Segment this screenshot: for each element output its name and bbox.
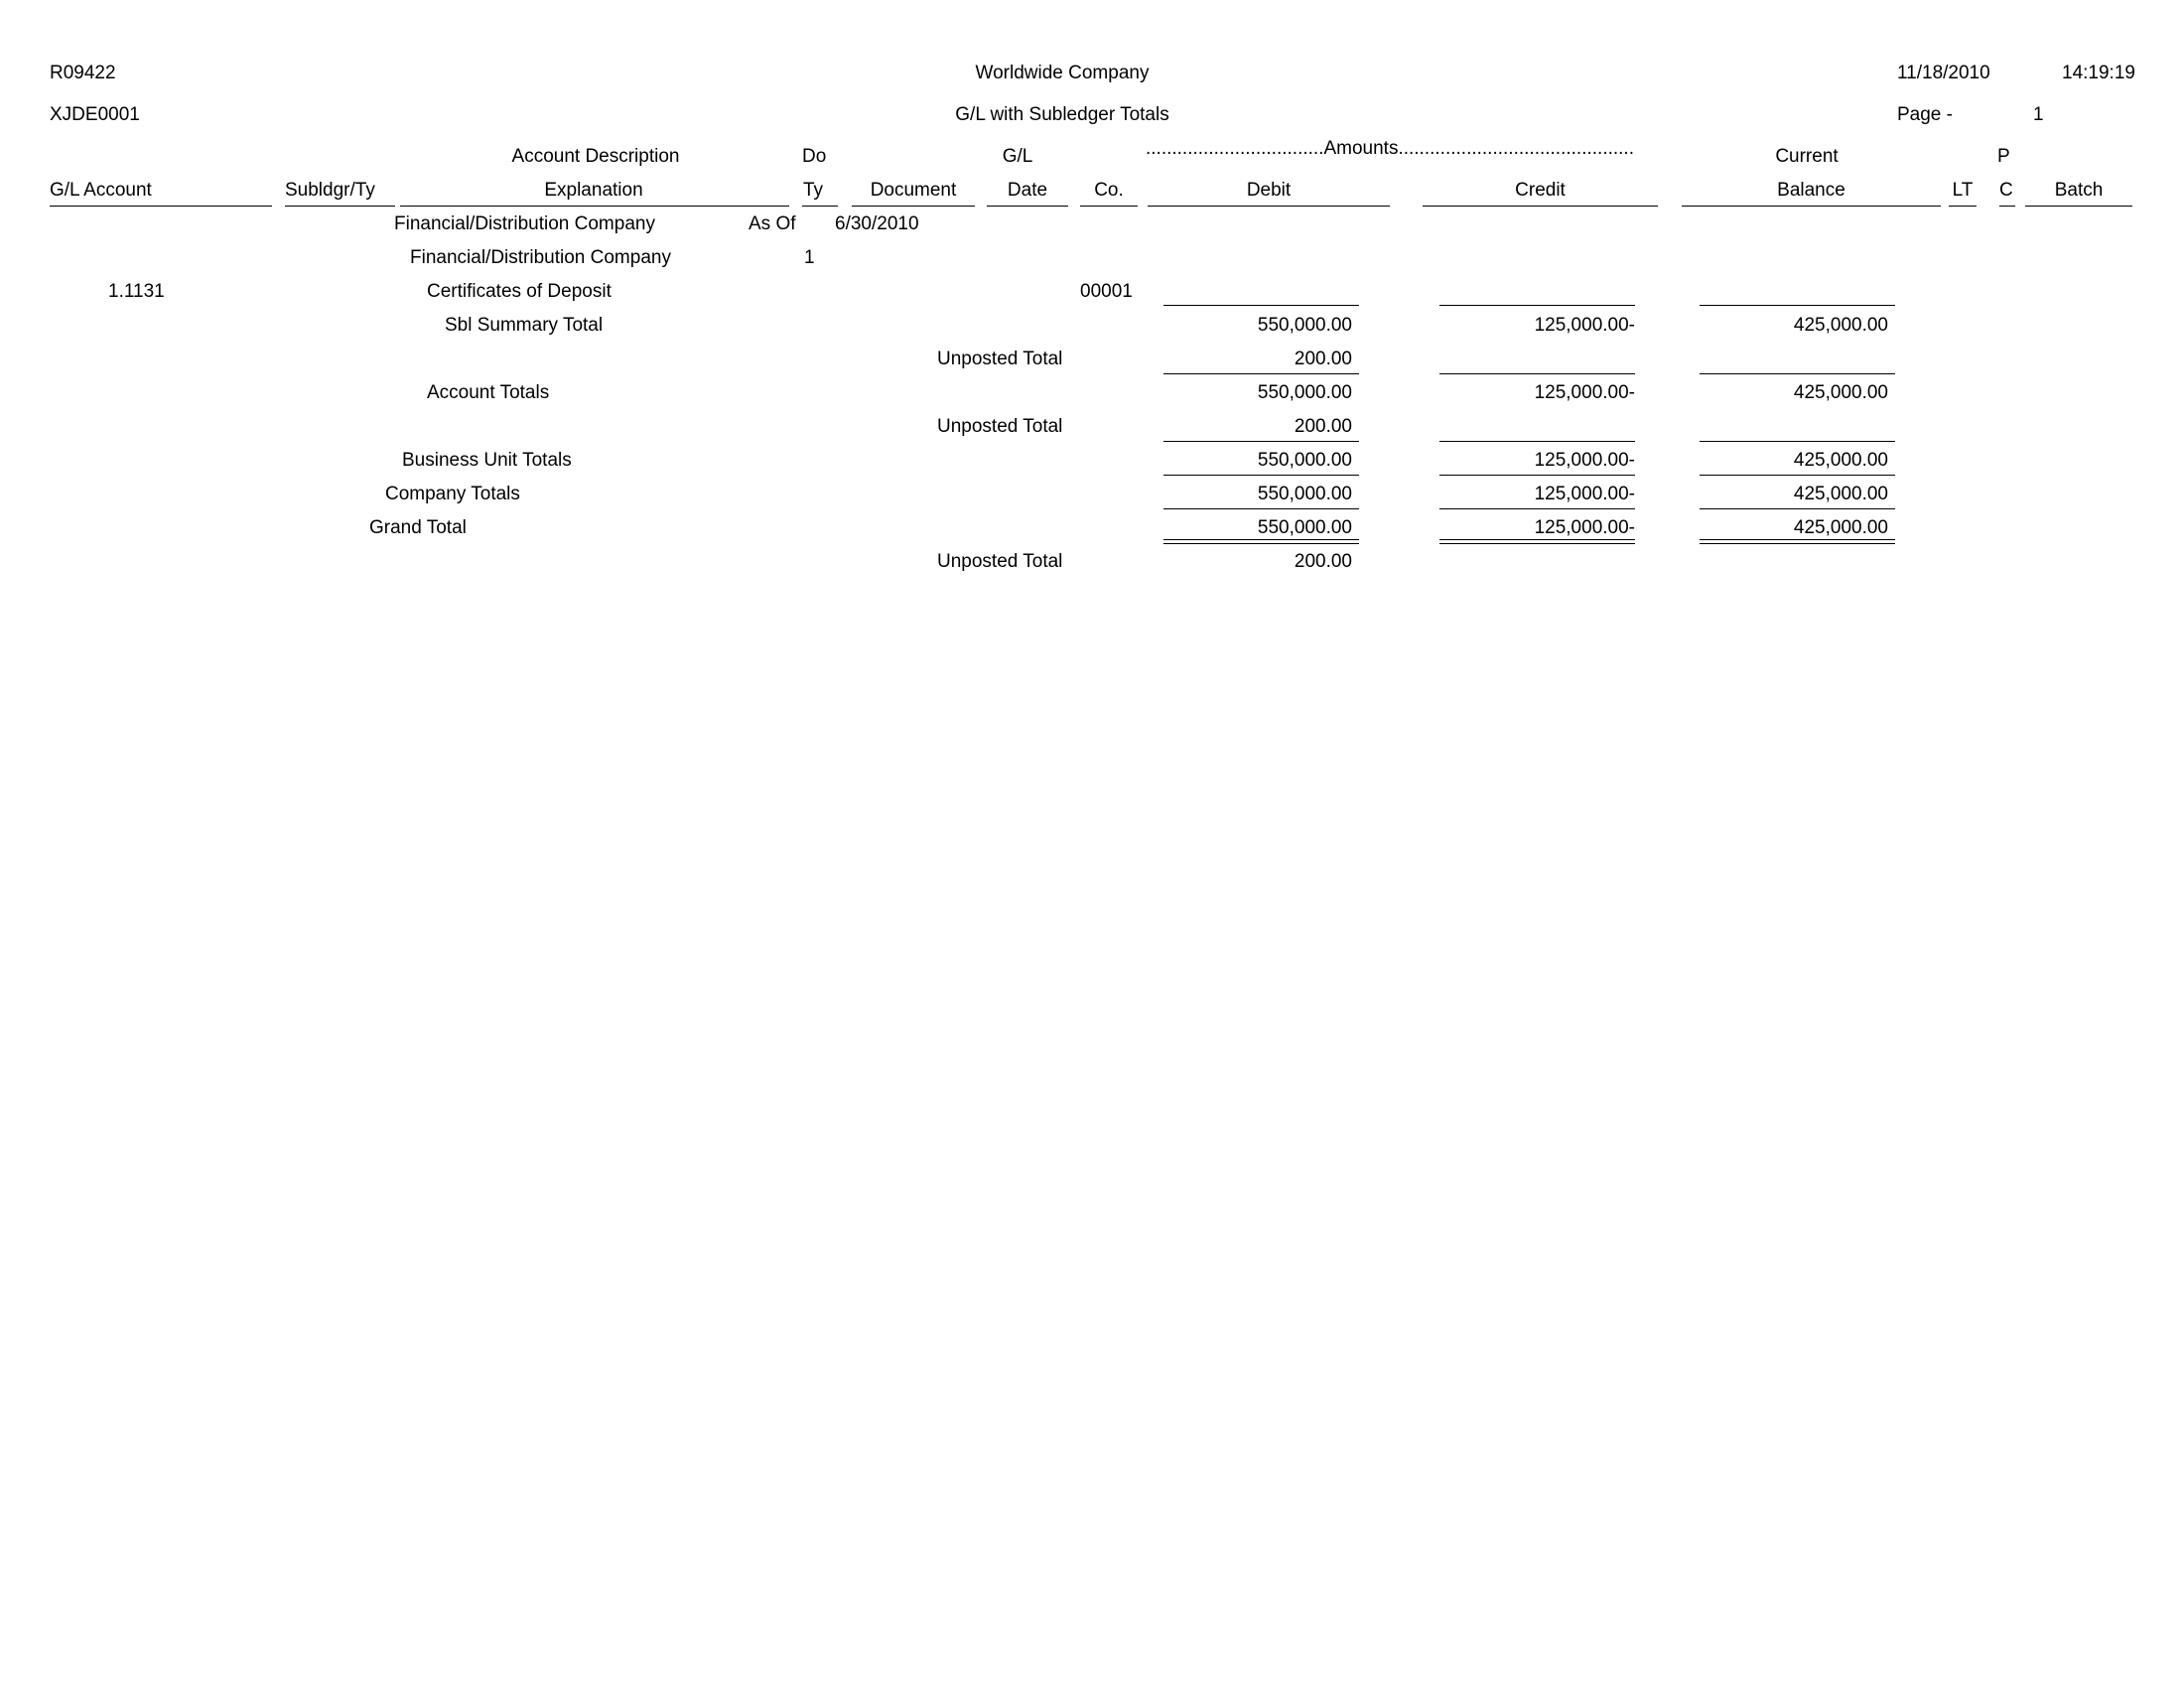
company-totals-balance: 425,000.00 bbox=[1793, 484, 1888, 504]
total-rule bbox=[1439, 373, 1635, 374]
unposted-total-label: Unposted Total bbox=[937, 416, 1063, 437]
grand-total-double-rule bbox=[1439, 539, 1635, 544]
col-lt: LT bbox=[1952, 180, 1974, 201]
col-ty: Ty bbox=[803, 180, 824, 201]
business-unit-number: 1 bbox=[804, 247, 815, 268]
account-name: Certificates of Deposit bbox=[427, 281, 612, 302]
header-rule bbox=[1682, 206, 1941, 207]
business-unit-totals-debit: 550,000.00 bbox=[1257, 450, 1352, 471]
header-rule bbox=[852, 206, 975, 207]
grand-total-debit: 550,000.00 bbox=[1257, 517, 1352, 538]
col-current: Current bbox=[1775, 146, 1839, 167]
total-rule bbox=[1700, 373, 1895, 374]
col-balance: Balance bbox=[1777, 180, 1845, 201]
business-unit-totals-label: Business Unit Totals bbox=[402, 450, 572, 471]
total-rule bbox=[1439, 305, 1635, 306]
environment-id: XJDE0001 bbox=[50, 104, 140, 125]
grand-total-balance: 425,000.00 bbox=[1793, 517, 1888, 538]
company-totals-label: Company Totals bbox=[385, 484, 520, 504]
total-rule bbox=[1163, 373, 1359, 374]
sbl-summary-balance: 425,000.00 bbox=[1793, 315, 1888, 336]
header-rule bbox=[987, 206, 1068, 207]
total-rule bbox=[1439, 475, 1635, 476]
sbl-summary-credit: 125,000.00- bbox=[1534, 315, 1635, 336]
company-code: 00001 bbox=[1080, 281, 1133, 302]
col-amounts: ..................................Amounts............................................. bbox=[1145, 138, 1634, 159]
business-unit-name: Financial/Distribution Company bbox=[410, 247, 671, 268]
col-explanation: Explanation bbox=[544, 180, 643, 201]
col-account-description: Account Description bbox=[511, 146, 680, 167]
total-rule bbox=[1163, 508, 1359, 509]
col-gl-account: G/L Account bbox=[50, 180, 152, 201]
account-number: 1.1131 bbox=[108, 281, 165, 302]
total-rule bbox=[1163, 441, 1359, 442]
total-rule bbox=[1163, 305, 1359, 306]
account-totals-balance: 425,000.00 bbox=[1793, 382, 1888, 403]
unposted-total-debit: 200.00 bbox=[1294, 551, 1352, 572]
total-rule bbox=[1700, 441, 1895, 442]
col-c: C bbox=[1999, 180, 2013, 201]
unposted-total-debit: 200.00 bbox=[1294, 416, 1352, 437]
total-rule bbox=[1700, 508, 1895, 509]
total-rule bbox=[1700, 305, 1895, 306]
company-name: Worldwide Company bbox=[975, 63, 1150, 83]
header-rule bbox=[285, 206, 395, 207]
total-rule bbox=[1163, 475, 1359, 476]
col-credit: Credit bbox=[1515, 180, 1566, 201]
col-date: Date bbox=[1007, 180, 1048, 201]
col-debit: Debit bbox=[1246, 180, 1292, 201]
as-of-label: As Of bbox=[749, 213, 796, 234]
header-rule bbox=[1148, 206, 1390, 207]
unposted-total-label: Unposted Total bbox=[937, 551, 1063, 572]
header-rule bbox=[1999, 206, 2015, 207]
sbl-summary-debit: 550,000.00 bbox=[1257, 315, 1352, 336]
header-rule bbox=[1423, 206, 1658, 207]
header-rule bbox=[400, 206, 789, 207]
as-of-date: 6/30/2010 bbox=[835, 213, 919, 234]
report-date: 11/18/2010 bbox=[1897, 63, 1990, 83]
report-title: G/L with Subledger Totals bbox=[955, 104, 1169, 125]
col-document: Document bbox=[870, 180, 957, 201]
total-rule bbox=[1439, 441, 1635, 442]
unposted-total-debit: 200.00 bbox=[1294, 349, 1352, 369]
col-do: Do bbox=[802, 146, 827, 167]
header-rule bbox=[1080, 206, 1138, 207]
header-rule bbox=[2025, 206, 2132, 207]
grand-total-label: Grand Total bbox=[369, 517, 467, 538]
col-gl: G/L bbox=[1002, 146, 1033, 167]
total-rule bbox=[1700, 475, 1895, 476]
grand-total-credit: 125,000.00- bbox=[1534, 517, 1635, 538]
page-number: 1 bbox=[2033, 104, 2044, 125]
account-totals-debit: 550,000.00 bbox=[1257, 382, 1352, 403]
col-p: P bbox=[1997, 146, 2010, 167]
account-totals-label: Account Totals bbox=[427, 382, 550, 403]
page-label: Page - bbox=[1897, 104, 1953, 125]
grand-total-double-rule bbox=[1700, 539, 1895, 544]
unposted-total-label: Unposted Total bbox=[937, 349, 1063, 369]
report-id: R09422 bbox=[50, 63, 116, 83]
total-rule bbox=[1439, 508, 1635, 509]
account-totals-credit: 125,000.00- bbox=[1534, 382, 1635, 403]
header-rule bbox=[802, 206, 838, 207]
company-line: Financial/Distribution Company bbox=[394, 213, 655, 234]
header-rule bbox=[1949, 206, 1977, 207]
grand-total-double-rule bbox=[1163, 539, 1359, 544]
report-time: 14:19:19 bbox=[2062, 63, 2135, 83]
header-rule bbox=[50, 206, 272, 207]
business-unit-totals-balance: 425,000.00 bbox=[1793, 450, 1888, 471]
company-totals-credit: 125,000.00- bbox=[1534, 484, 1635, 504]
col-subldgr-ty: Subldgr/Ty bbox=[285, 180, 375, 201]
sbl-summary-label: Sbl Summary Total bbox=[445, 315, 604, 336]
col-co: Co. bbox=[1094, 180, 1124, 201]
company-totals-debit: 550,000.00 bbox=[1257, 484, 1352, 504]
business-unit-totals-credit: 125,000.00- bbox=[1534, 450, 1635, 471]
col-batch: Batch bbox=[2054, 180, 2104, 201]
